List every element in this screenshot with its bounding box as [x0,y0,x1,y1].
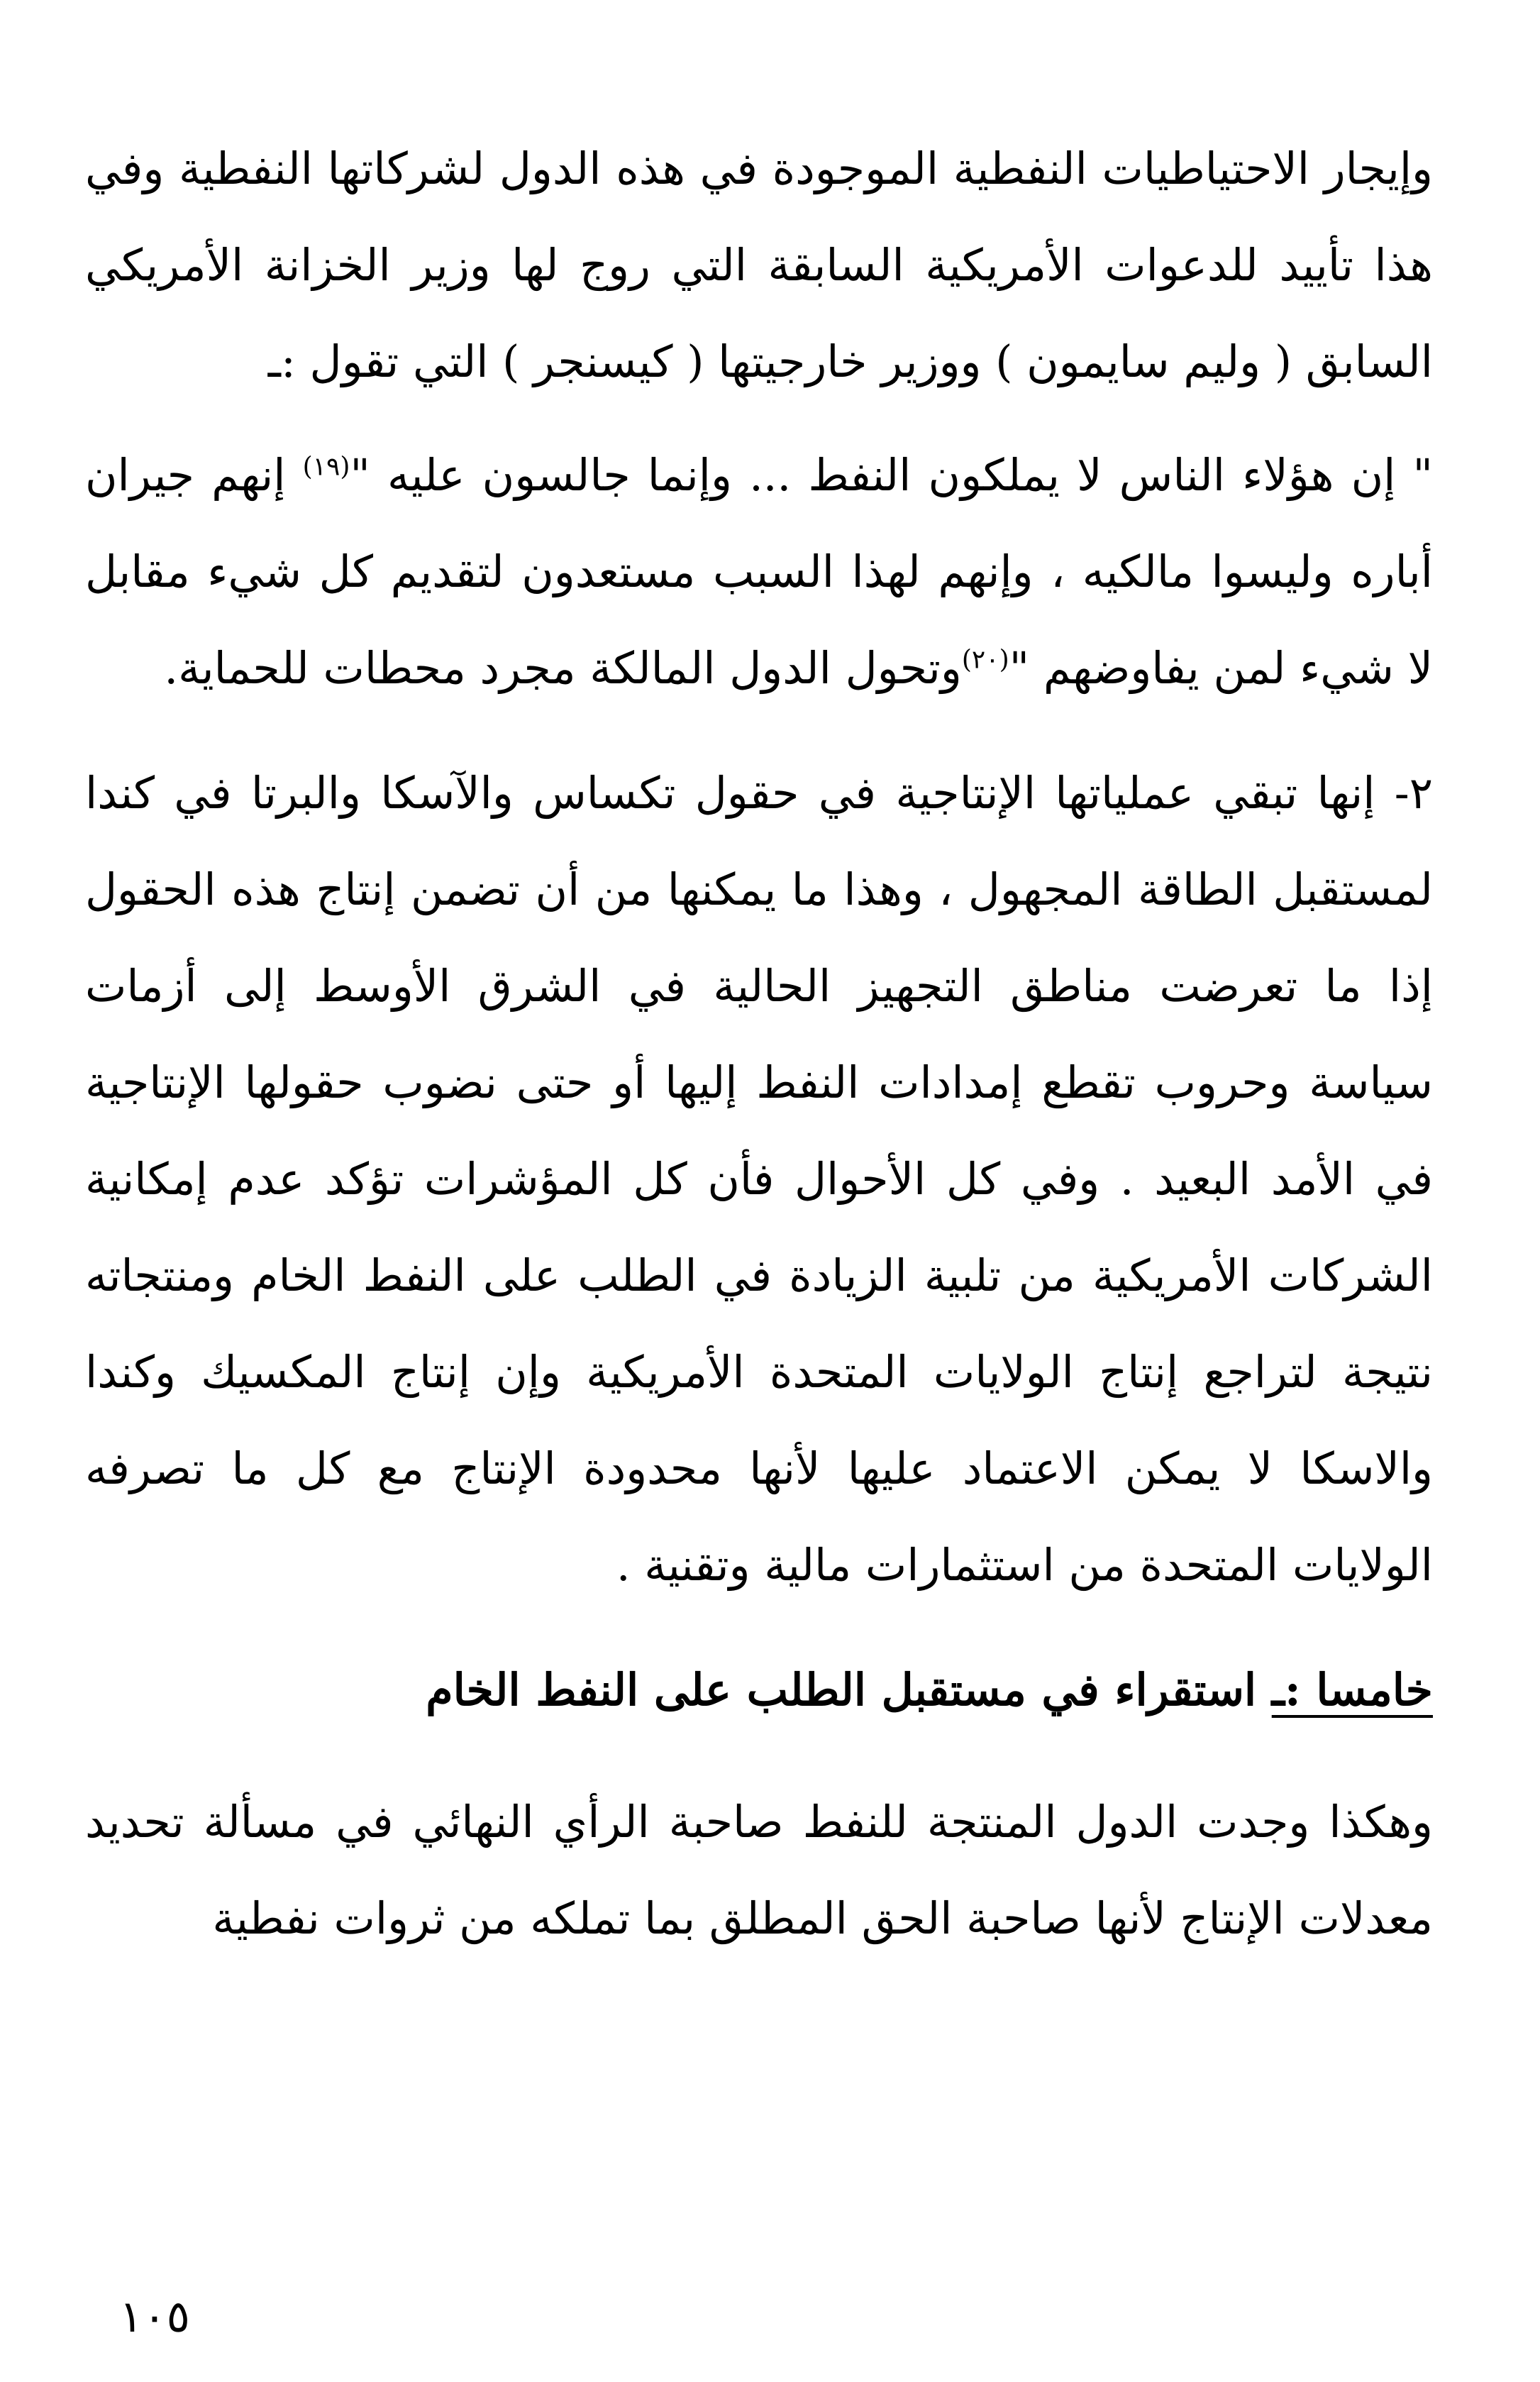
section-heading-label: خامسا :ـ [1271,1664,1433,1716]
quote-paragraph [85,427,1433,717]
quote-part-3: وتحول الدول المالكة مجرد محطات للحماية. [164,642,962,694]
paragraph-point-2: ٢- إنها تبقي عملياتها الإنتاجية في حقول تكساس والآسكا والبرتا في كندا لمستقبل الطاقة المجهول ، وهذا ما يمكنها من أن تضمن إنتاج هذه الحقول إذا ما تعرضت مناطق التجهيز الحالية في الشرق الأوسط إلى أزمات سياسة وحروب تقطع إمدادات النفط إليها أو حتى نضوب حقولها الإنتاجية في الأمد البعيد . وفي كل الأحوال فأن كل المؤشرات تؤكد عدم إمكانية الشركات الأمريكية من تلبية الزيادة في الطلب على النفط الخام ومنتجاته نتيجة لتراجع إنتاج الولايات المتحدة الأمريكية وإن إنتاج المكسيك وكندا والاسكا لا يمكن الاعتماد عليها لأنها محدودة الإنتاج مع كل ما تصرفه الولايات المتحدة من استثمارات مالية وتقنية . [85,767,1433,1591]
quote-part-1: " إن هؤلاء الناس لا يملكون النفط ... وإنما جالسون عليه " [350,449,1433,501]
paragraph-reserves-leasing: وإيجار الاحتياطيات النفطية الموجودة في هذه الدول لشركاتها النفطية وفي هذا تأييد للدعوات الأمريكية السابقة التي روج لها وزير الخزانة الأمريكي السابق ( وليم سايمون ) ووزير خارجيتها ( كيسنجر ) التي تقول :ـ [85,143,1433,387]
section-heading-title: استقراء في مستقبل الطلب على النفط الخام [426,1664,1272,1716]
paragraph-producing-countries: وهكذا وجدت الدول المنتجة للنفط صاحبة الرأي النهائي في مسألة تحديد معدلات الإنتاج لأنها صاحبة الحق المطلق بما تملكه من ثروات نفطية [85,1796,1433,1944]
page-number: ١٠٥ [119,2290,190,2342]
footnote-ref-20: (٢٠) [961,645,1009,675]
quote-part-2: إنهم جيران أباره وليسوا مالكيه ، وإنهم لهذا السبب مستعدون لتقديم كل شيء مقابل لا شيء لمن يفاوضهم " [85,449,1433,694]
document-page [85,121,1433,2306]
footnote-ref-19: (١٩) [302,452,350,482]
section-heading [85,1642,1433,1738]
